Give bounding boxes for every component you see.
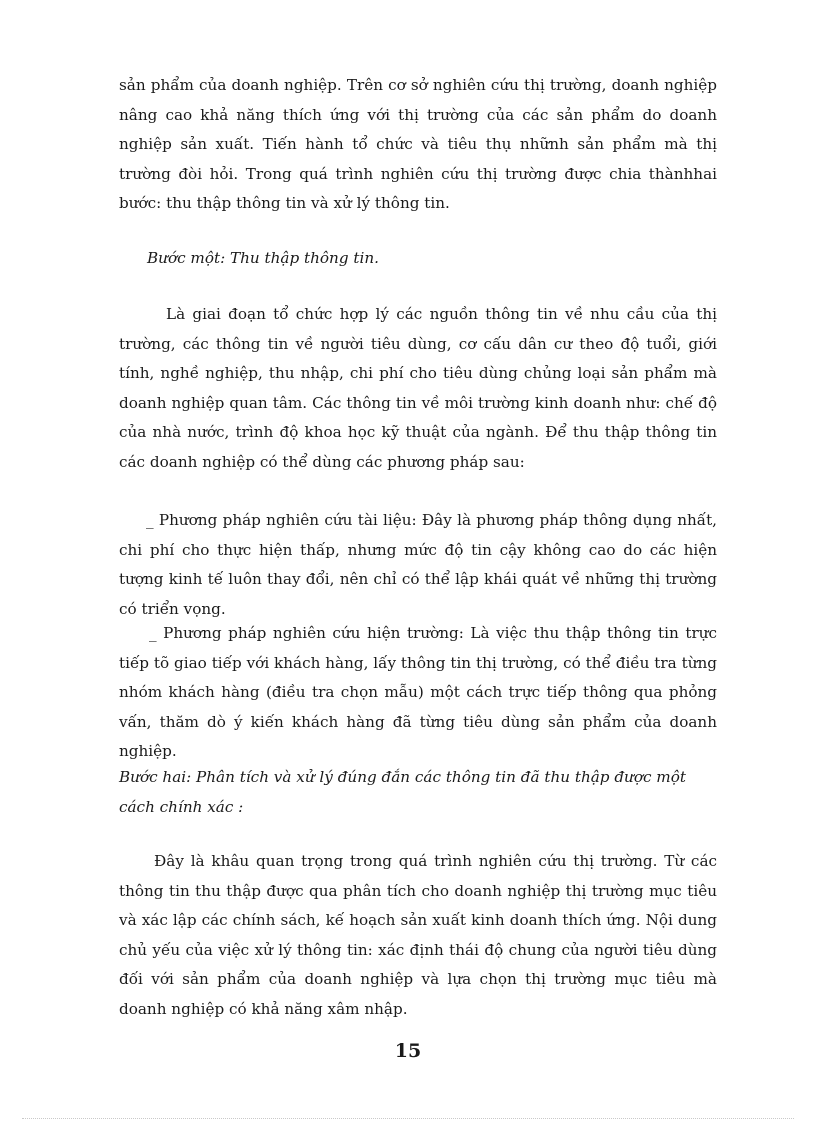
page-number: 15	[394, 1040, 422, 1062]
heading-step-one: Bước một: Thu thập thông tin.	[147, 249, 379, 267]
heading-step-two: Bước hai: Phân tích và xử lý đúng đắn các thông tin đã thu thập được một cách chính xác :	[119, 768, 686, 816]
paragraph-intro: sản phẩm của doanh nghiệp. Trên cơ sở nghiên cứu thị trường, doanh nghiệp nâng cao khả năng thích ứng với thị trường của các sản phẩm do doanh nghiệp sản xuất. Tiến hành tổ chức và tiêu thụ nhữnh sản phẩm mà thị trường đòi hỏi. Trong quá trình nghiên cứu thị trường được chia thànhhai bước: thu thập thông tin và xử lý thông tin.	[119, 76, 717, 212]
bullet-field-research: _ Phương pháp nghiên cứu hiện trường: Là việc thu thập thông tin trực tiếp tõ giao tiếp với khách hàng, lấy thông tin thị trường, có thể điều tra từng nhóm khách hàng (điều tra chọn mẫu) một cách trực tiếp thông qua phỏng vấn, thăm dò ý kiến khách hàng đã từng tiêu dùng sản phẩm của doanh nghiệp.	[119, 624, 717, 760]
paragraph-data-processing: Đây là khâu quan trọng trong quá trình nghiên cứu thị trường. Từ các thông tin thu thập được qua phân tích cho doanh nghiệp thị trường mục tiêu và xác lập các chính sách, kế hoạch sản xuất kinh doanh thích ứng. Nội dung chủ yếu của việc xử lý thông tin: xác định thái độ chung của người tiêu dùng đối với sản phẩm của doanh nghiệp và lựa chọn thị trường mục tiêu mà doanh nghiệp có khả năng xâm nhập.	[119, 852, 717, 1018]
page-bottom-divider	[22, 1118, 794, 1119]
bullet-desk-research: _ Phương pháp nghiên cứu tài liệu: Đây là phương pháp thông dụng nhất, chi phí cho thực hiện thấp, nhưng mức độ tin cậy không cao do các hiện tượng kinh tế luôn thay đổi, nên chỉ có thể lập khái quát về những thị trường có triển vọng.	[119, 511, 717, 618]
paragraph-data-collection: Là giai đoạn tổ chức hợp lý các nguồn thông tin về nhu cầu của thị trường, các thông tin về người tiêu dùng, cơ cấu dân cư theo độ tuổi, giới tính, nghề nghiệp, thu nhập, chi phí cho tiêu dùng chủng loại sản phẩm mà doanh nghiệp quan tâm. Các thông tin về môi trường kinh doanh như: chế độ của nhà nước, trình độ khoa học kỹ thuật của ngành. Để thu thập thông tin các doanh nghiệp có thể dùng các phương pháp sau:	[119, 305, 717, 471]
